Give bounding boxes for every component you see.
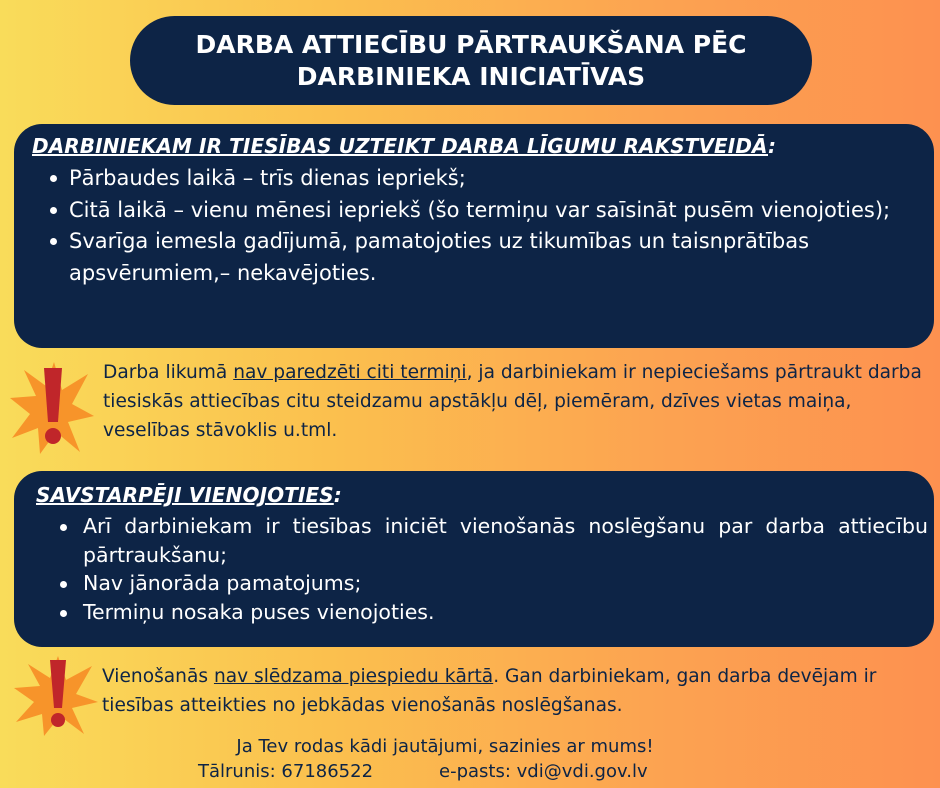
list-item: Pārbaudes laikā – trīs dienas iepriekš; xyxy=(32,163,920,195)
employee-right-list xyxy=(32,163,920,289)
list-item: Arī darbiniekam ir tiesības iniciēt vienošanās noslēgšanu par darba attiecību pārtraukšanu; xyxy=(36,512,928,569)
list-item: Citā laikā – vienu mēnesi iepriekš (šo termiņu var saīsināt pusēm vienojoties); xyxy=(32,195,920,227)
title-line-1: DARBA ATTIECĪBU PĀRTRAUKŠANA PĒC xyxy=(195,29,747,59)
title-line-2: DARBINIEKA INICIATĪVAS xyxy=(296,61,646,91)
contact-question: Ja Tev rodas kādi jautājumi, sazinies ar mums! xyxy=(236,736,654,757)
title-banner xyxy=(130,16,812,105)
contact-email[interactable]: e-pasts: vdi@vdi.gov.lv xyxy=(439,761,648,782)
exclamation-dot xyxy=(45,428,61,444)
termination-note-emphasis: nav paredzēti citi termiņi xyxy=(233,362,467,383)
agreement-note: Vienošanās nav slēdzama piespiedu kārtā. Gan darbiniekam, gan darba devējam ir tiesības atteikties no jebkādas vienošanās noslēgšanas. xyxy=(102,666,877,716)
employee-right-heading-text: DARBINIEKAM IR TIESĪBAS UZTEIKT DARBA LĪGUMU RAKSTVEIDĀ xyxy=(32,134,768,158)
mutual-agreement-heading: SAVSTARPĒJI VIENOJOTIES: xyxy=(36,483,342,507)
mutual-agreement-box xyxy=(14,471,934,647)
employee-right-box xyxy=(14,124,934,348)
warning-starburst-icon xyxy=(10,360,94,456)
termination-note: Darba likumā nav paredzēti citi termiņi, ja darbiniekam ir nepieciešams pārtraukt darba tiesiskās attiecības citu steidzamu apstākļu dēļ, piemēram, dzīves vietas maiņa, veselības stāvoklis u.tml. xyxy=(103,362,922,441)
mutual-agreement-list xyxy=(36,512,928,626)
agreement-note-emphasis: nav slēdzama piespiedu kārtā xyxy=(213,666,494,687)
list-item: Nav jānorāda pamatojums; xyxy=(36,569,928,598)
contact-details xyxy=(198,760,718,784)
employee-right-heading: DARBINIEKAM IR TIESĪBAS UZTEIKT DARBA LĪGUMU RAKSTVEIDĀ: xyxy=(32,134,777,158)
warning-starburst-icon xyxy=(14,656,98,736)
list-item: Termiņu nosaka puses vienojoties. xyxy=(36,598,928,627)
mutual-agreement-heading-text: SAVSTARPĒJI VIENOJOTIES xyxy=(36,483,334,507)
contact-phone: Tālrunis: 67186522 xyxy=(198,761,374,782)
exclamation-dot xyxy=(51,713,65,727)
list-item: Svarīga iemesla gadījumā, pamatojoties uz tikumības un taisnprātības apsvērumiem,– nekavējoties. xyxy=(32,226,920,289)
